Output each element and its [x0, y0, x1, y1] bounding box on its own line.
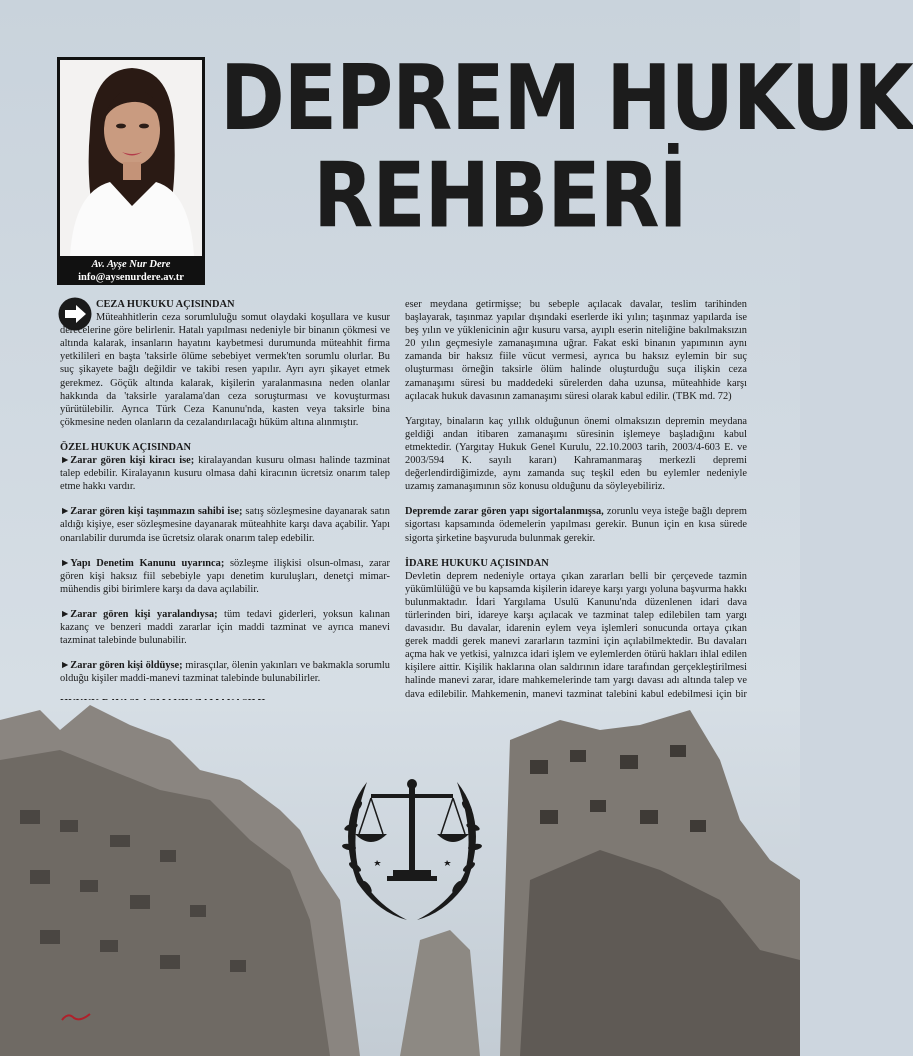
section-heading: İDARE HUKUKU AÇISINDAN	[405, 557, 549, 569]
section-heading: CEZA HUKUKU AÇISINDAN	[96, 299, 235, 310]
author-caption	[60, 258, 202, 284]
list-item	[60, 454, 390, 493]
paragraph: eser meydana getirmişse; bu sebeple açılacak davalar, teslim tarihinden başlayarak, taşınmaz yapılar dışındaki eserlerde iki yılın; taşınmaz yapılarda ise beş yılın ve yüklenicinin ağır kusuru varsa, ayıplı eserin niteliğine bakılmaksızın 20 yılın geçmesiyle zamanaşımına uğrar. Fakat eski binanın yapımının aynı zamanda bir haksız fiile vücut vermesi, ayrıca bu haksız eylemin bir suç oluşturması örneğin taksirle ölüm halinde oluşturduğu suça ilişkin ceza zamanaşımı süresi bu maddedeki sürelerden daha uzunsa, müteahhide karşı açılacak hukuk davasının zamanaşımı süresi olarak kabul edilir. (TBK md. 72)	[405, 299, 747, 402]
paragraph-text: zorunlu veya isteğe bağlı deprem sigortası kapsamında ödemelerin yapılması gerekir. Bunun için en kısa sürede sigorta şirketine başvuruda bulunmak gerekir.	[405, 506, 747, 544]
paragraph	[405, 505, 747, 544]
author-name: Av. Ayşe Nur Dere	[91, 259, 171, 270]
item-text: mirasçılar, ölenin yakınları ve bakmakla sorumlu olduğu kişiler maddi-manevi tazminat talebinde bulunabilirler.	[60, 660, 391, 685]
list-item	[60, 557, 390, 596]
left-column	[60, 298, 390, 749]
list-item	[60, 608, 390, 647]
item-lead: ►Zarar gören kişi yaralandıysa;	[60, 608, 218, 620]
item-lead: ►Zarar gören kişi kiracı ise;	[60, 455, 195, 467]
signature-mark-icon	[60, 1010, 92, 1024]
item-lead: ►Zarar gören kişi öldüyse;	[60, 660, 183, 672]
item-text: kiralayandan kusuru olması halinde tazminat talep edebilir. Kiralayanın kusuru olmasa dahi kiracının ücretsiz onarım talep etme hakkı vardır.	[60, 455, 391, 493]
right-column	[405, 298, 747, 752]
justice-scale-emblem	[327, 762, 497, 927]
item-text: sözleşme ilişkisi olsun-olması, zarar gören kişi haksız fiil sebebiyle yapı denetim kuruluşları, denetçi mimar-mühendis gibi birimlere karşı da dava açılabilir.	[60, 557, 391, 595]
author-portrait	[57, 57, 205, 285]
list-item	[60, 659, 390, 685]
paragraph-lead: Depremde zarar gören yapı sigortalanmışsa,	[405, 506, 604, 518]
paragraph: Devletin deprem nedeniyle ortaya çıkan zararları belli bir çerçevede tazmin yükümlülüğü ve bu kapsamda kişilerin idareye karşı yargı yoluna başvurma hakkı bulunmaktadır. İdari Yargılama Usulü Kanunu'nda düzenlenen idari dava türlerinden biri, idareye karşı açılacak ve tazminat talep edilebilen tam yargı davasıdır. Bu davalar, idarenin eylem veya işlemleri sonucunda ortaya çıkan gerek maddi gerek manevi zararların tazmini için açılabilmektedir. Bu davaları açma hak ve yetkisi, yalnızca idari işlem ve eylemlerden ötürü hakları ihlal edilen kişilere aittir. Kişilik haklarına olan saldırının idare tarafından gerçekleştirilmesi halinde manevi zarar, idare mahkemelerinde tam yargı davası adı altında talep ve dava edilebilir. Mahkemenin, manevi tazminat talebini kabul edebilmesi için bir	[405, 570, 747, 700]
page-title	[220, 46, 913, 249]
criminal-law-section	[60, 298, 390, 311]
item-text: tüm tedavi giderleri, yoksun kalınan kazanç ve benzeri maddi zararlar için maddi tazminat ve ayrıca manevi tazminat talebinde bulunabilir.	[60, 608, 391, 647]
item-text: satış sözleşmesine dayanarak satın aldığı kişiye, eser sözleşmesine dayanarak müteahhite karşı dava açabilir. Yapı onarılabilir durumda ise ücretsiz olarak onarım talep edebilir.	[60, 506, 390, 544]
title-line-1: DEPREM HUKUK	[220, 46, 913, 151]
list-item	[60, 505, 390, 544]
item-lead: ►Zarar gören kişi taşınmazın sahibi ise;	[60, 506, 243, 518]
author-photo	[60, 60, 202, 256]
title-line-2: REHBERİ	[313, 143, 687, 249]
section-heading: ÖZEL HUKUK AÇISINDAN	[60, 441, 192, 453]
paragraph: Yargıtay, binaların kaç yıllık olduğunun önemi olmaksızın depremin meydana geldiği andan itibaren zamanaşımı süresinin işlemeye başladığını kabul etmektedir. (Yargıtay Hukuk Genel Kurulu, 22.10.2003 tarih, 2003/4-603 E. ve 2003/594 K. sayılı kararı) Kahramanmaraş merkezli depremi değerlendirdiğimizde, aynı zamanda suç teşkil eden bu eylemler nedeniyle uzamış zamanaşımının söz konusu olduğunu da söyleyebiliriz.	[405, 415, 747, 493]
author-email: info@aysenurdere.av.tr	[78, 272, 184, 283]
paragraph: Müteahhitlerin ceza sorumluluğu somut olaydaki koşullara ve kusur derecelerine göre belirlenir. Hatalı yapılması nedeniyle bir binanın çökmesi ve altında kalarak, insanların hayatını kaybetmesi durumunda müteahhit firma yetkilileri en başta 'taksirle ölüme sebebiyet vermek'ten sorumlu olurlar. Bu suç şikayete bağlı değildir ve takibi resen yapılır. Ayrı ayrı şikayet etmek gerekmez. Göçük altında kalarak, kişilerin yaralanmasına neden olanlar hakkında da 'taksirle yaralama'dan ceza soruşturması ve kovuşturması yürütülebilir. Ayrıca Türk Ceza Kanunu'nda, kasten veya taksirle bina çökmesine neden olanların da cezalandırılacağı hüküm altına alınmıştır.	[60, 312, 390, 428]
item-lead: ►Yapı Denetim Kanunu uyarınca;	[60, 557, 225, 569]
